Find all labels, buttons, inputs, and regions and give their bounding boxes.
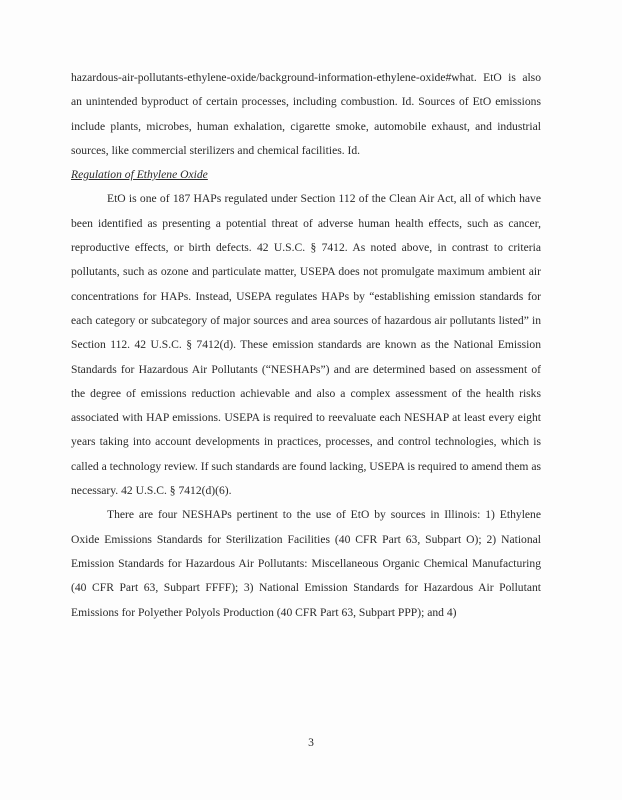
paragraph-regulation: EtO is one of 187 HAPs regulated under Section 112 of the Clean Air Act, all of which have been identified as presenting a potential threat of adverse human health effects, such as cancer, reproductive effects, or birth defects. 42 U.S.C. § 7412. As noted above, in contrast to criteria pollutants, such as ozone and particulate matter, USEPA does not promulgate maximum ambient air concentrations for HAPs. Instead, USEPA regulates HAPs by “establishing emission standards for each category or subcategory of major sources and area sources of hazardous air pollutants listed” in Section 112. 42 U.S.C. § 7412(d). These emission standards are known as the National Emission Standards for Hazardous Air Pollutants (“NESHAPs”) and are determined based on assessment of the degree of emissions reduction achievable and also a complex assessment of the health risks associated with HAP emissions. USEPA is required to reevaluate each NESHAP at least every eight years taking into account developments in practices, processes, and control technologies, which is called a technology review. If such standards are found lacking, USEPA is required to amend them as necessary. 42 U.S.C. § 7412(d)(6). bbox=[71, 192, 541, 498]
page-number: 3 bbox=[308, 736, 314, 749]
paragraph-neshaps: There are four NESHAPs pertinent to the use of EtO by sources in Illinois: 1) Ethylene Oxide Emissions Standards for Sterilization Facilities (40 CFR Part 63, Subpart O); 2) National Emission Standards for Hazardous Air Pollutants: Miscellaneous Organic Chemical Manufacturing (40 CFR Part 63, Subpart FFFF); 3) National Emission Standards for Hazardous Air Pollutant Emissions for Polyether Polyols Production (40 CFR Part 63, Subpart PPP); and 4) bbox=[71, 508, 541, 619]
section-heading: Regulation of Ethylene Oxide bbox=[71, 168, 208, 182]
page-body bbox=[71, 66, 541, 625]
paragraph-continuation: hazardous-air-pollutants-ethylene-oxide/background-information-ethylene-oxide#what. EtO is also an unintended byproduct of certain processes, including combustion. Id. Sources of EtO emissions include plants, microbes, human exhalation, cigarette smoke, automobile exhaust, and industrial sources, like commercial sterilizers and chemical facilities. Id. bbox=[71, 71, 541, 157]
